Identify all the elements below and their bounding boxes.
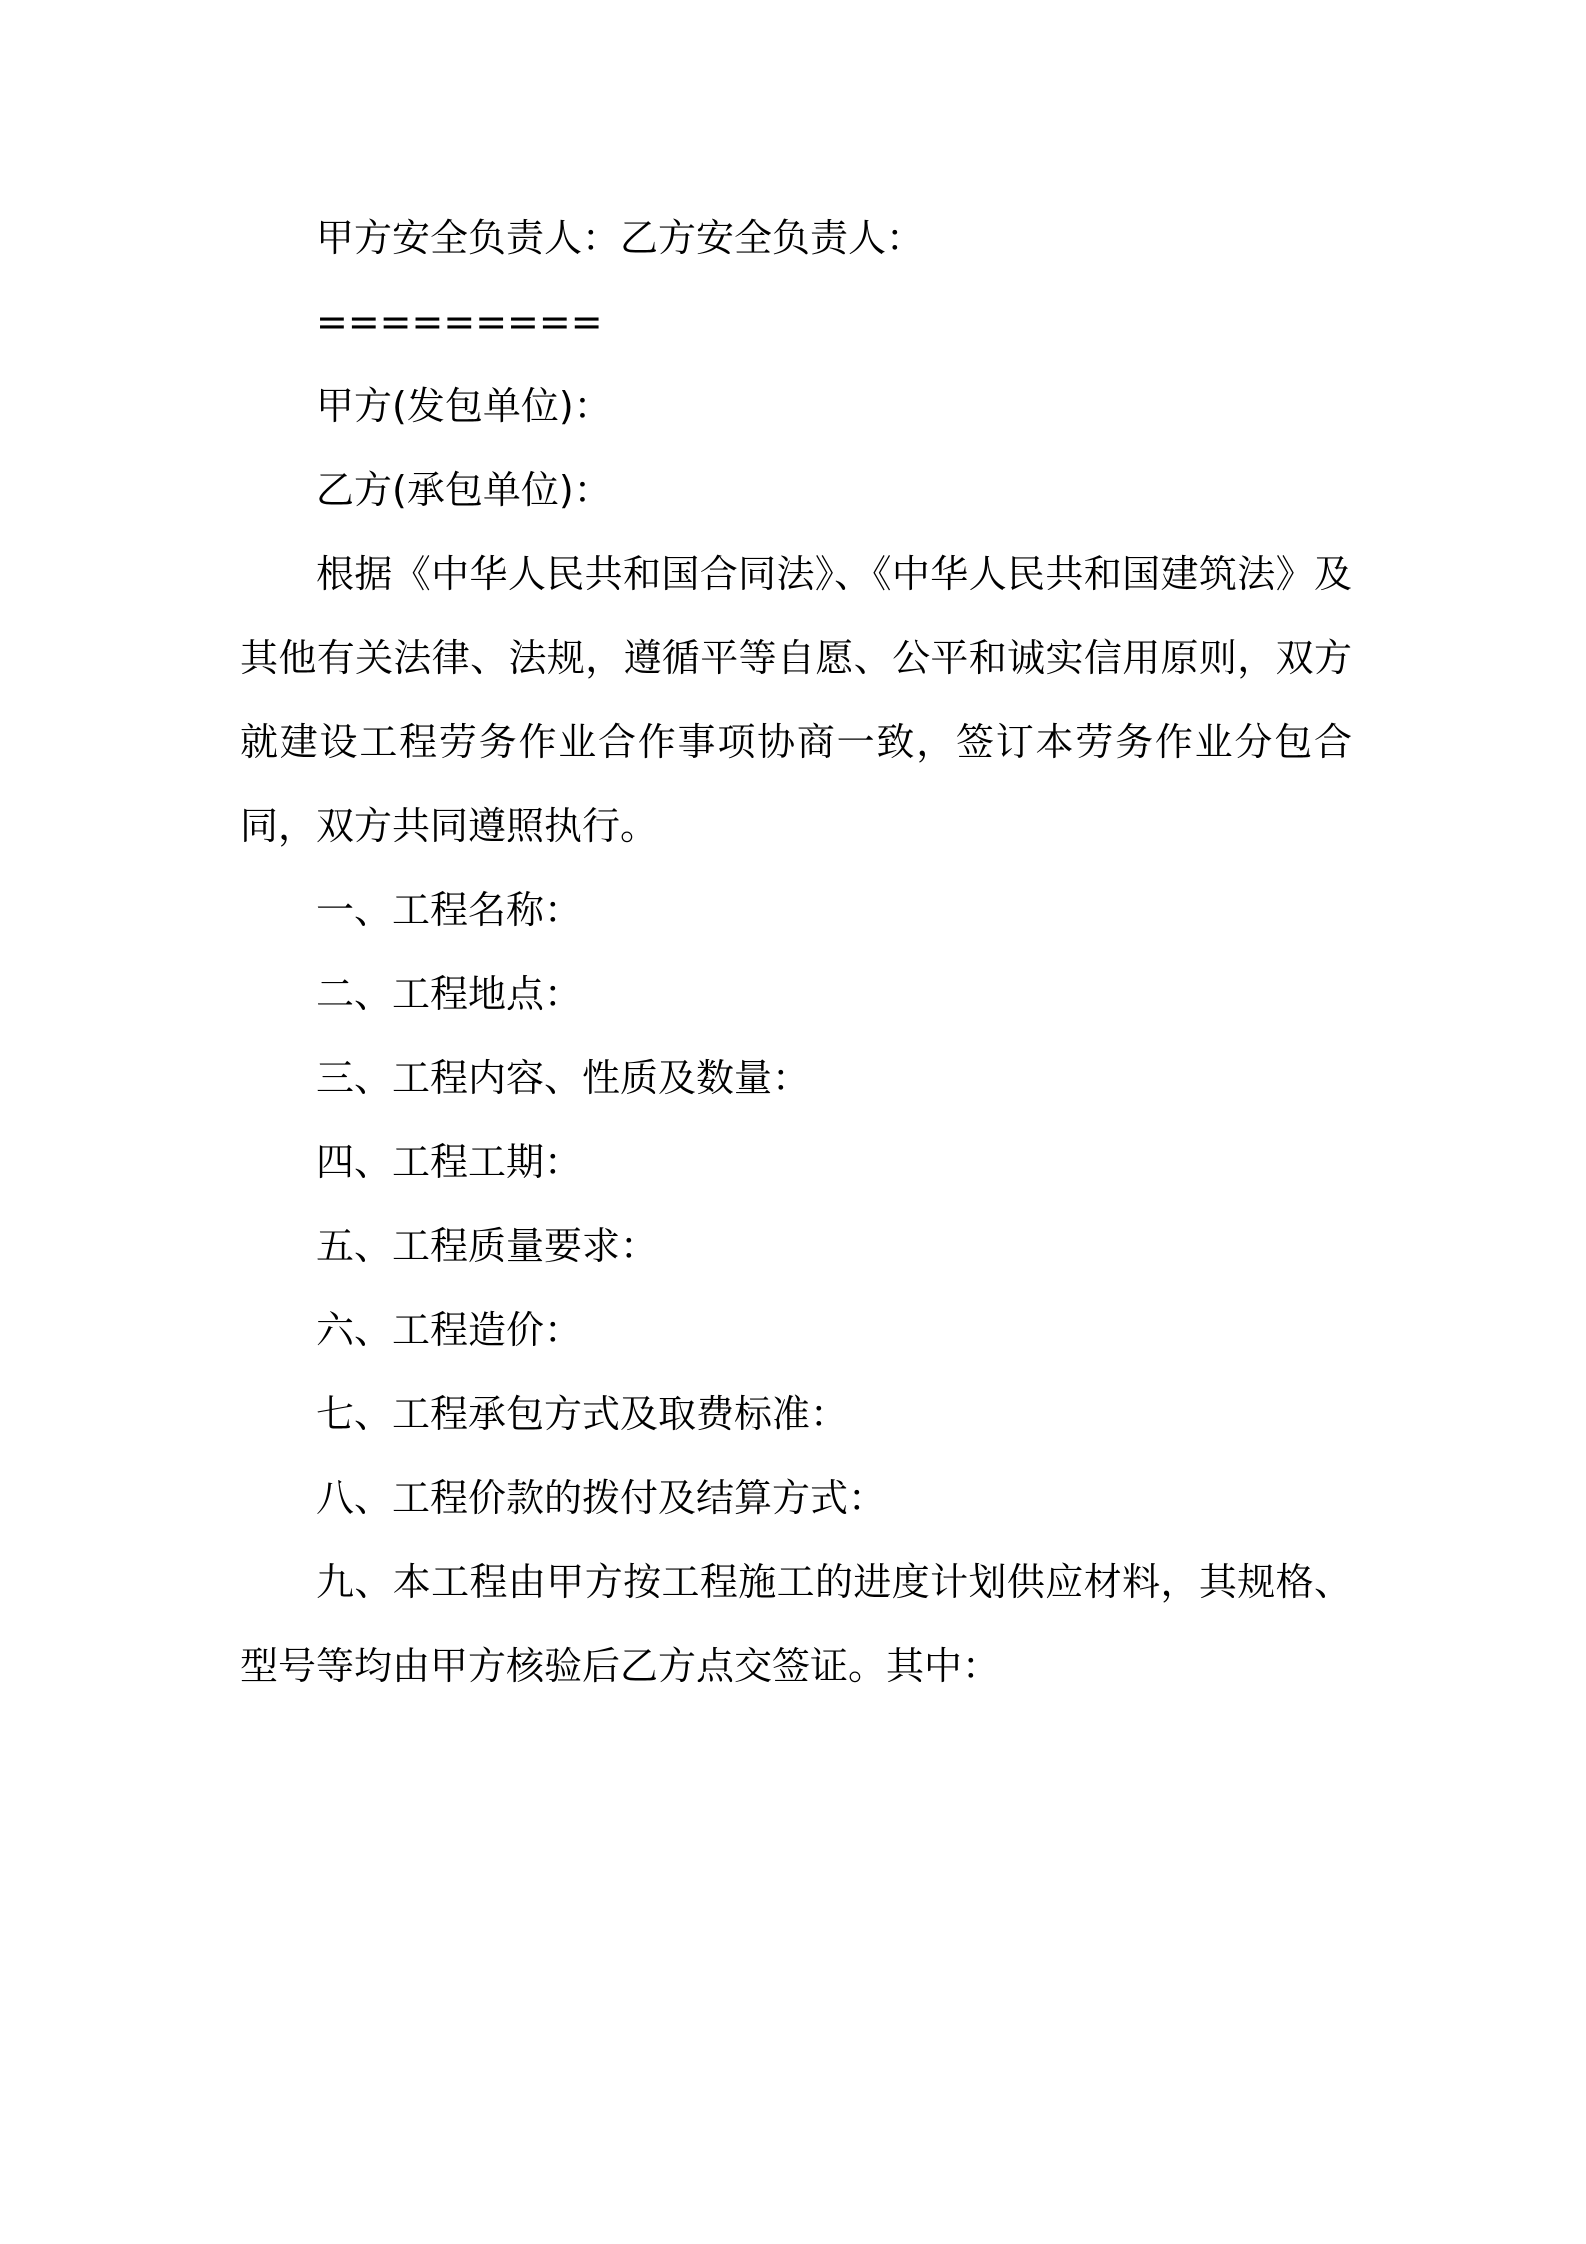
- clause-8-payment-settlement: 八、工程价款的拨付及结算方式：: [316, 1476, 887, 1520]
- safety-officers-line: 甲方安全负责人：乙方安全负责人：: [316, 216, 925, 260]
- preamble-paragraph: 根据《中华人民共和国合同法》、《中华人民共和国建筑法》及其他有关法律、法规，遵循平等自愿、公平和诚实信用原则，双方就建设工程劳务作业合作事项协商一致，签订本劳务作业分包合同，双方共同遵照执行。: [240, 552, 1352, 848]
- party-a-line: 甲方(发包单位)：: [316, 384, 612, 428]
- separator-line: =========: [316, 300, 603, 344]
- document-body: [240, 196, 1352, 1708]
- clause-4-project-duration: 四、工程工期：: [316, 1140, 583, 1184]
- clause-2-project-location: 二、工程地点：: [316, 972, 583, 1016]
- party-b-line: 乙方(承包单位)：: [316, 468, 612, 512]
- clause-9-materials-supply: 九、本工程由甲方按工程施工的进度计划供应材料，其规格、型号等均由甲方核验后乙方点交签证。其中：: [240, 1560, 1352, 1688]
- clause-5-quality-requirements: 五、工程质量要求：: [316, 1224, 659, 1268]
- clause-1-project-name: 一、工程名称：: [316, 888, 583, 932]
- clause-3-project-scope: 三、工程内容、性质及数量：: [316, 1056, 811, 1100]
- clause-7-contract-method: 七、工程承包方式及取费标准：: [316, 1392, 849, 1436]
- clause-6-project-cost: 六、工程造价：: [316, 1308, 583, 1352]
